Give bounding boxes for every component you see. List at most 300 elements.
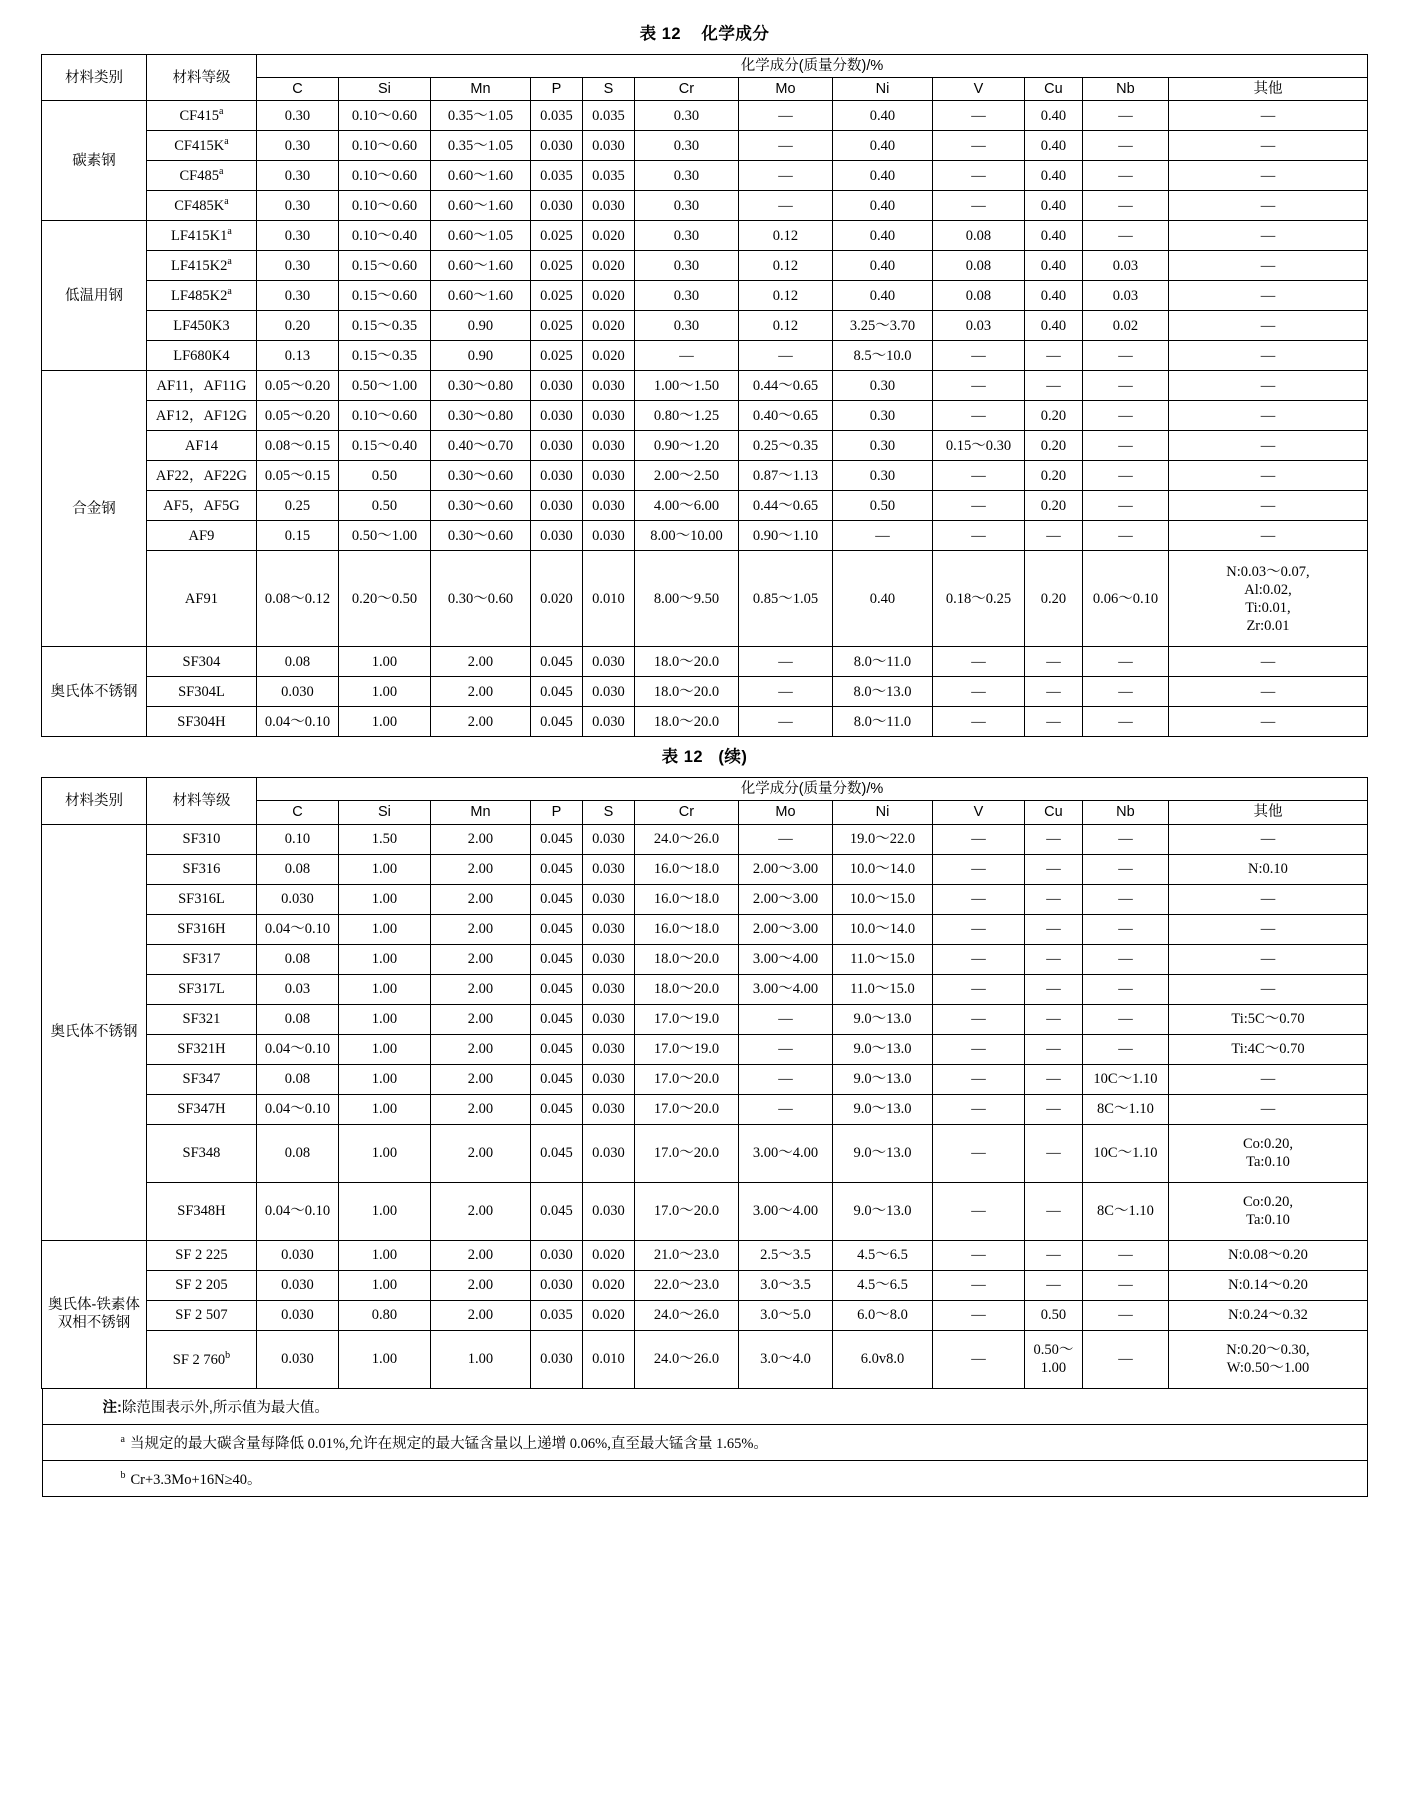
cell-V: —: [932, 1270, 1024, 1300]
material-category: 奥氏体-铁素体 双相不锈钢: [41, 1240, 146, 1388]
cell-P: 0.045: [530, 974, 582, 1004]
cell-V: —: [932, 1094, 1024, 1124]
material-grade: CF415$^a$: [146, 101, 256, 131]
cell-Si: 1.00: [338, 884, 430, 914]
cell-P: 0.045: [530, 677, 582, 707]
cell-Cr: 0.30: [634, 311, 738, 341]
cell-P: 0.045: [530, 1124, 582, 1182]
cell-Mn: 0.60～1.60: [430, 251, 530, 281]
table-row: [41, 401, 1367, 431]
cell-Cu: 0.20: [1024, 491, 1082, 521]
note-label: 注:: [102, 1399, 122, 1416]
header-col-Ni: Ni: [832, 78, 932, 101]
cell-Mo: 3.00～4.00: [738, 1182, 832, 1240]
cell-V: —: [932, 914, 1024, 944]
cell-Cr: 17.0～20.0: [634, 1124, 738, 1182]
cell-Mn: 2.00: [430, 1124, 530, 1182]
material-grade: SF316H: [146, 914, 256, 944]
cell-S: 0.020: [582, 311, 634, 341]
header-col-其他: 其他: [1168, 801, 1367, 824]
cell-其他: —: [1168, 824, 1367, 854]
table-2-head: [41, 778, 1367, 824]
material-grade: LF450K3: [146, 311, 256, 341]
cell-Si: 1.00: [338, 647, 430, 677]
cell-其他: —: [1168, 191, 1367, 221]
cell-其他: Ti:5C～0.70: [1168, 1004, 1367, 1034]
cell-Mn: 2.00: [430, 884, 530, 914]
table-2-title-prefix: 表 12: [661, 748, 704, 767]
cell-其他: —: [1168, 884, 1367, 914]
header-col-Ni: Ni: [832, 801, 932, 824]
cell-Mo: —: [738, 677, 832, 707]
cell-其他: Co:0.20, Ta:0.10: [1168, 1182, 1367, 1240]
cell-Cu: —: [1024, 707, 1082, 737]
table-row: [41, 944, 1367, 974]
cell-V: —: [932, 461, 1024, 491]
cell-Mo: —: [738, 1094, 832, 1124]
footnote-marker: a: [227, 226, 232, 238]
material-grade: SF347: [146, 1064, 256, 1094]
header-col-C: C: [256, 801, 338, 824]
cell-S: 0.030: [582, 707, 634, 737]
cell-S: 0.020: [582, 1270, 634, 1300]
cell-Nb: 0.03: [1082, 251, 1168, 281]
cell-Cr: 0.30: [634, 251, 738, 281]
cell-Mo: —: [738, 341, 832, 371]
header-composition-group: 化学成分(质量分数)/%: [256, 55, 1367, 78]
cell-S: 0.035: [582, 161, 634, 191]
footnote-marker: a: [120, 1433, 125, 1445]
cell-Ni: 8.0～11.0: [832, 707, 932, 737]
header-col-Cu: Cu: [1024, 801, 1082, 824]
table-1-body: [41, 101, 1367, 737]
cell-S: 0.010: [582, 551, 634, 647]
cell-Mn: 2.00: [430, 854, 530, 884]
header-col-C: C: [256, 78, 338, 101]
cell-Mn: 2.00: [430, 1064, 530, 1094]
cell-Nb: —: [1082, 914, 1168, 944]
cell-C: 0.08: [256, 1124, 338, 1182]
material-grade: SF304L: [146, 677, 256, 707]
cell-Mn: 0.60～1.05: [430, 221, 530, 251]
header-col-V: V: [932, 801, 1024, 824]
cell-Mo: 3.0～3.5: [738, 1270, 832, 1300]
cell-Cr: 0.30: [634, 161, 738, 191]
footnote-text: Cr+3.3Mo+16N≥40。: [130, 1471, 262, 1488]
cell-其他: —: [1168, 491, 1367, 521]
material-grade: $CF415K^a$: [146, 131, 256, 161]
cell-Cu: 0.50: [1024, 1300, 1082, 1330]
material-grade: $CF485K^a$: [146, 191, 256, 221]
cell-Mo: —: [738, 1034, 832, 1064]
table-1-title-prefix: 表 12: [639, 25, 682, 43]
cell-C: 0.08～0.12: [256, 551, 338, 647]
table-row: [41, 1064, 1367, 1094]
cell-Cu: 0.40: [1024, 101, 1082, 131]
material-grade: SF317L: [146, 974, 256, 1004]
cell-S: 0.030: [582, 191, 634, 221]
cell-Cu: —: [1024, 1270, 1082, 1300]
cell-Nb: —: [1082, 161, 1168, 191]
table-footnote: [43, 1425, 1367, 1461]
cell-其他: N:0.20～0.30, W:0.50～1.00: [1168, 1330, 1367, 1388]
cell-Cr: 0.30: [634, 101, 738, 131]
cell-Cr: 24.0～26.0: [634, 824, 738, 854]
cell-Mo: 0.44～0.65: [738, 491, 832, 521]
cell-Nb: —: [1082, 1330, 1168, 1388]
cell-其他: —: [1168, 281, 1367, 311]
cell-Cu: —: [1024, 677, 1082, 707]
cell-其他: —: [1168, 101, 1367, 131]
cell-Mo: 0.40～0.65: [738, 401, 832, 431]
cell-P: 0.020: [530, 551, 582, 647]
cell-Si: 0.15～0.40: [338, 431, 430, 461]
cell-Si: 1.00: [338, 1004, 430, 1034]
cell-C: 0.04～0.10: [256, 914, 338, 944]
cell-Si: 0.50: [338, 491, 430, 521]
header-col-Mo: Mo: [738, 78, 832, 101]
cell-Si: 1.00: [338, 1330, 430, 1388]
cell-Cu: 0.20: [1024, 431, 1082, 461]
footnote-text: 当规定的最大碳含量每降低 0.01%,允许在规定的最大锰含量以上递增 0.06%,直至最大锰含量 1.65%。: [129, 1435, 768, 1452]
cell-Nb: —: [1082, 1004, 1168, 1034]
cell-Mo: —: [738, 161, 832, 191]
cell-V: —: [932, 1182, 1024, 1240]
table-row: [41, 461, 1367, 491]
cell-S: 0.030: [582, 1004, 634, 1034]
cell-Mo: —: [738, 131, 832, 161]
table-row: [41, 521, 1367, 551]
cell-V: —: [932, 824, 1024, 854]
table-row: [41, 647, 1367, 677]
header-col-Nb: Nb: [1082, 78, 1168, 101]
cell-Cr: 17.0～20.0: [634, 1182, 738, 1240]
cell-Cu: —: [1024, 944, 1082, 974]
cell-Cu: —: [1024, 1004, 1082, 1034]
cell-V: —: [932, 101, 1024, 131]
cell-V: 0.15～0.30: [932, 431, 1024, 461]
cell-Mo: 0.90～1.10: [738, 521, 832, 551]
header-col-Mo: Mo: [738, 801, 832, 824]
cell-其他: N:0.24～0.32: [1168, 1300, 1367, 1330]
cell-V: 0.03: [932, 311, 1024, 341]
cell-Si: 1.00: [338, 1034, 430, 1064]
cell-Mo: 0.25～0.35: [738, 431, 832, 461]
cell-S: 0.020: [582, 221, 634, 251]
cell-Mn: 0.30～0.80: [430, 371, 530, 401]
cell-P: 0.045: [530, 884, 582, 914]
cell-P: 0.025: [530, 221, 582, 251]
cell-P: 0.030: [530, 1240, 582, 1270]
cell-C: 0.08: [256, 854, 338, 884]
cell-其他: —: [1168, 251, 1367, 281]
cell-S: 0.020: [582, 281, 634, 311]
cell-Cu: —: [1024, 1034, 1082, 1064]
cell-Mo: 2.5～3.5: [738, 1240, 832, 1270]
cell-Ni: 10.0～14.0: [832, 854, 932, 884]
cell-Si: 0.10～0.60: [338, 191, 430, 221]
cell-其他: —: [1168, 311, 1367, 341]
cell-Mo: —: [738, 647, 832, 677]
cell-V: —: [932, 854, 1024, 884]
cell-P: 0.045: [530, 1064, 582, 1094]
cell-其他: —: [1168, 521, 1367, 551]
cell-C: 0.030: [256, 884, 338, 914]
cell-Ni: 9.0～13.0: [832, 1004, 932, 1034]
table-row: [41, 431, 1367, 461]
cell-Nb: —: [1082, 521, 1168, 551]
cell-Cu: —: [1024, 371, 1082, 401]
cell-Nb: —: [1082, 431, 1168, 461]
table-2-title-text: (续): [718, 748, 748, 767]
header-col-Cr: Cr: [634, 801, 738, 824]
cell-S: 0.030: [582, 854, 634, 884]
material-grade: LF415K2$^a$: [146, 251, 256, 281]
cell-S: 0.030: [582, 401, 634, 431]
material-grade: SF317: [146, 944, 256, 974]
cell-Cr: 0.30: [634, 131, 738, 161]
cell-Cu: 0.40: [1024, 281, 1082, 311]
cell-S: 0.030: [582, 461, 634, 491]
cell-Cu: 0.40: [1024, 161, 1082, 191]
table-row: [41, 884, 1367, 914]
cell-Mo: 0.12: [738, 311, 832, 341]
cell-Ni: —: [832, 521, 932, 551]
cell-Cu: —: [1024, 824, 1082, 854]
cell-Mo: —: [738, 1004, 832, 1034]
header-col-其他: 其他: [1168, 78, 1367, 101]
cell-V: 0.08: [932, 221, 1024, 251]
cell-Nb: —: [1082, 191, 1168, 221]
table-2-body: [41, 824, 1367, 1388]
cell-Si: 1.00: [338, 1270, 430, 1300]
cell-C: 0.30: [256, 131, 338, 161]
cell-Cu: —: [1024, 884, 1082, 914]
table-row: [41, 854, 1367, 884]
cell-C: 0.03: [256, 974, 338, 1004]
cell-S: 0.030: [582, 131, 634, 161]
material-grade: SF304: [146, 647, 256, 677]
cell-P: 0.025: [530, 311, 582, 341]
cell-S: 0.030: [582, 824, 634, 854]
cell-Cr: 16.0～18.0: [634, 914, 738, 944]
material-grade: AF91: [146, 551, 256, 647]
cell-Mn: 0.40～0.70: [430, 431, 530, 461]
cell-V: —: [932, 521, 1024, 551]
cell-Nb: 10C～1.10: [1082, 1124, 1168, 1182]
cell-Nb: —: [1082, 1300, 1168, 1330]
material-grade: SF 2 507: [146, 1300, 256, 1330]
material-grade: LF485K2$^a$: [146, 281, 256, 311]
cell-V: —: [932, 491, 1024, 521]
table-1-head: [41, 55, 1367, 101]
cell-C: 0.04～0.10: [256, 1034, 338, 1064]
cell-Mo: —: [738, 1064, 832, 1094]
cell-Nb: 8C～1.10: [1082, 1182, 1168, 1240]
material-grade: SF304H: [146, 707, 256, 737]
cell-S: 0.030: [582, 431, 634, 461]
cell-Nb: —: [1082, 1034, 1168, 1064]
cell-P: 0.030: [530, 491, 582, 521]
cell-Si: 0.10～0.60: [338, 101, 430, 131]
cell-P: 0.045: [530, 854, 582, 884]
cell-Cr: 17.0～20.0: [634, 1064, 738, 1094]
cell-Mn: 0.30～0.80: [430, 401, 530, 431]
cell-Nb: —: [1082, 461, 1168, 491]
cell-P: 0.030: [530, 401, 582, 431]
material-grade: LF680K4: [146, 341, 256, 371]
cell-C: 0.08: [256, 1004, 338, 1034]
cell-V: —: [932, 371, 1024, 401]
cell-Cr: 24.0～26.0: [634, 1300, 738, 1330]
material-category: 低温用钢: [41, 221, 146, 371]
cell-V: —: [932, 131, 1024, 161]
cell-Ni: 6.0～8.0: [832, 1300, 932, 1330]
material-grade: SF316: [146, 854, 256, 884]
cell-V: —: [932, 161, 1024, 191]
cell-Mn: 2.00: [430, 1300, 530, 1330]
cell-Cu: 0.20: [1024, 551, 1082, 647]
cell-其他: —: [1168, 647, 1367, 677]
table-2-title: [40, 743, 1369, 767]
table-note: [43, 1389, 1367, 1425]
material-grade: SF347H: [146, 1094, 256, 1124]
cell-Mn: 2.00: [430, 974, 530, 1004]
cell-Ni: 0.40: [832, 281, 932, 311]
material-category: 奥氏体不锈钢: [41, 647, 146, 737]
cell-Mn: 2.00: [430, 914, 530, 944]
header-col-P: P: [530, 78, 582, 101]
cell-Mn: 0.60～1.60: [430, 281, 530, 311]
footnote-marker: a: [224, 196, 229, 208]
cell-Ni: 0.30: [832, 461, 932, 491]
cell-Mo: 0.87～1.13: [738, 461, 832, 491]
cell-Si: 0.15～0.35: [338, 311, 430, 341]
cell-V: —: [932, 1240, 1024, 1270]
cell-Cu: 0.40: [1024, 221, 1082, 251]
cell-Ni: 3.25～3.70: [832, 311, 932, 341]
table-2-header-row-1: [41, 778, 1367, 801]
cell-Nb: 0.03: [1082, 281, 1168, 311]
cell-Ni: 10.0～14.0: [832, 914, 932, 944]
cell-V: —: [932, 707, 1024, 737]
cell-C: 0.030: [256, 1270, 338, 1300]
table-row: [41, 491, 1367, 521]
material-grade: SF348H: [146, 1182, 256, 1240]
cell-P: 0.030: [530, 521, 582, 551]
cell-其他: —: [1168, 974, 1367, 1004]
cell-Cu: —: [1024, 854, 1082, 884]
cell-Ni: 4.5～6.5: [832, 1270, 932, 1300]
cell-Cr: 8.00～10.00: [634, 521, 738, 551]
cell-Nb: —: [1082, 944, 1168, 974]
cell-Ni: 0.40: [832, 131, 932, 161]
cell-Mo: 0.12: [738, 251, 832, 281]
header-category: 材料类别: [41, 55, 146, 101]
cell-Mn: 0.90: [430, 311, 530, 341]
cell-Mn: 0.30～0.60: [430, 521, 530, 551]
cell-Cr: 17.0～20.0: [634, 1094, 738, 1124]
cell-V: 0.08: [932, 251, 1024, 281]
cell-P: 0.045: [530, 647, 582, 677]
cell-Cu: —: [1024, 341, 1082, 371]
cell-Mn: 0.60～1.60: [430, 191, 530, 221]
cell-Nb: —: [1082, 647, 1168, 677]
cell-C: 0.05～0.20: [256, 401, 338, 431]
cell-P: 0.030: [530, 1270, 582, 1300]
cell-C: 0.08: [256, 647, 338, 677]
cell-Si: 0.20～0.50: [338, 551, 430, 647]
table-row: [41, 191, 1367, 221]
cell-Cr: 18.0～20.0: [634, 707, 738, 737]
cell-Ni: 8.0～13.0: [832, 677, 932, 707]
cell-其他: —: [1168, 131, 1367, 161]
note-text: 除范围表示外,所示值为最大值。: [121, 1399, 329, 1416]
cell-Nb: —: [1082, 401, 1168, 431]
cell-Nb: —: [1082, 221, 1168, 251]
header-col-Mn: Mn: [430, 801, 530, 824]
cell-Cu: —: [1024, 1094, 1082, 1124]
table-row: [41, 131, 1367, 161]
table-row: [41, 551, 1367, 647]
cell-Ni: 0.40: [832, 221, 932, 251]
cell-Mo: —: [738, 707, 832, 737]
cell-Nb: 0.02: [1082, 311, 1168, 341]
table-row: [41, 371, 1367, 401]
cell-Si: 1.00: [338, 914, 430, 944]
material-grade: AF5，AF5G: [146, 491, 256, 521]
cell-Si: 0.15～0.35: [338, 341, 430, 371]
cell-Ni: 9.0～13.0: [832, 1124, 932, 1182]
cell-Mn: 2.00: [430, 944, 530, 974]
cell-S: 0.010: [582, 1330, 634, 1388]
cell-P: 0.025: [530, 341, 582, 371]
cell-P: 0.035: [530, 1300, 582, 1330]
header-category: 材料类别: [41, 778, 146, 824]
cell-Cu: 0.40: [1024, 131, 1082, 161]
cell-Cr: 4.00～6.00: [634, 491, 738, 521]
cell-Nb: —: [1082, 854, 1168, 884]
cell-其他: —: [1168, 371, 1367, 401]
footnote-marker: a: [218, 106, 224, 118]
cell-其他: —: [1168, 944, 1367, 974]
cell-C: 0.08～0.15: [256, 431, 338, 461]
cell-Ni: 0.30: [832, 371, 932, 401]
table-row: [41, 341, 1367, 371]
cell-Ni: 9.0～13.0: [832, 1094, 932, 1124]
cell-其他: —: [1168, 431, 1367, 461]
cell-Cu: 0.20: [1024, 401, 1082, 431]
cell-其他: —: [1168, 1064, 1367, 1094]
material-grade: AF9: [146, 521, 256, 551]
cell-Si: 1.50: [338, 824, 430, 854]
cell-其他: N:0.14～0.20: [1168, 1270, 1367, 1300]
header-col-V: V: [932, 78, 1024, 101]
cell-C: 0.30: [256, 281, 338, 311]
table-row: [41, 101, 1367, 131]
footnote-marker: a: [224, 136, 229, 148]
material-grade: SF348: [146, 1124, 256, 1182]
footnote-marker: a: [227, 256, 232, 268]
cell-Cr: 16.0～18.0: [634, 854, 738, 884]
cell-Ni: 0.30: [832, 431, 932, 461]
cell-Nb: 0.06～0.10: [1082, 551, 1168, 647]
cell-Ni: 19.0～22.0: [832, 824, 932, 854]
cell-Cu: —: [1024, 1124, 1082, 1182]
cell-S: 0.030: [582, 647, 634, 677]
cell-其他: —: [1168, 221, 1367, 251]
cell-Cu: —: [1024, 1240, 1082, 1270]
